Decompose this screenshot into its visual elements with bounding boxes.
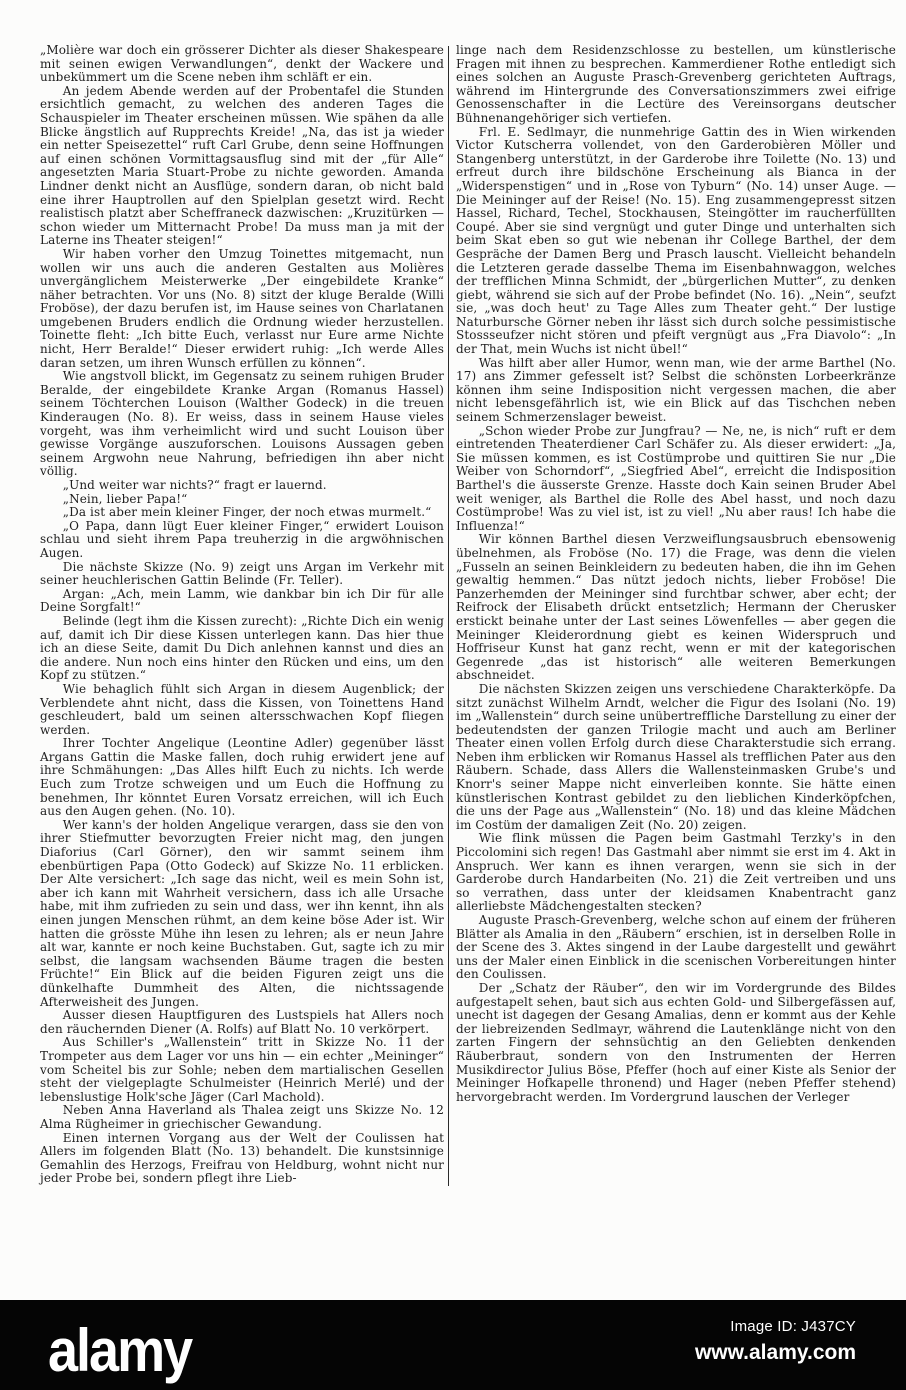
- paragraph: Aus Schiller's „Wallenstein“ tritt in Skizze No. 11 der Trompeter aus dem Lager vor uns hin — ein echter „Meininger“ vom Scheitel bis zur Sohle; neben dem martialischen Gesellen steht der vielgeplagte Schulmeister (Heinrich Merlé) und der lebenslustige Holk'sche Jäger (Carl Machold).: [40, 1035, 444, 1104]
- column-divider-rule: [448, 46, 449, 1186]
- paragraph: linge nach dem Residenzschlosse zu bestellen, um künstlerische Fragen mit ihnen zu besprechen. Kammerdiener Rothe entledigt sich eines solchen an Auguste Prasch-Grevenberg gerichteten Auftrags, während im Hintergrunde des Conversationszimmers zwei eifrige Genossenschafter in die Lectüre des Vereinsorgans deutscher Bühnenangehöriger sich vertiefen.: [456, 43, 896, 125]
- paragraph: Wie flink müssen die Pagen beim Gastmahl Terzky's in den Piccolomini sich regen! Das Gastmahl aber nimmt sie erst im 4. Akt in Anspruch. Wer kann es ihnen verargen, wenn sie sich in der Garderobe durch Handarbeiten (No. 21) die Zeit vertreiben und uns so verrathen, dass unter der kleidsamen Knabentracht ganz allerliebste Mädchengestalten stecken?: [456, 831, 896, 914]
- alamy-meta-block: [695, 1318, 856, 1365]
- alamy-url-text: www.alamy.com: [694, 1341, 856, 1364]
- paragraph: Frl. E. Sedlmayr, die nunmehrige Gattin des in Wien wirkenden Victor Kutscherra vollendet, von den Garderobièren Möller und Stangenberg unterstützt, in der Garderobe ihre Toilette (No. 13) und erfreut durch ihre bildschöne Erscheinung als Bianca in der „Widerspenstigen“ und in „Rose von Tyburn“ (No. 14) unser Auge. — Die Meininger auf der Reise! (No. 15). Eng zusammengepresst sitzen Hassel, Richard, Techel, Stockhausen, Steingötter im raucherfüllten Coupé. Aber sie sind vergnügt und guter Dinge und unterhalten sich beim Skat eben so gut wie nebenan ihr College Barthel, der dem Gespräche der Damen Berg und Prasch lauscht. Vielleicht behandeln die Letzteren gerade dasselbe Thema im Eisenbahnwaggon, welches der trefflichen Minna Schmidt, der „bürgerlichen Mutter“, zu denken giebt, während sie sich auf der Probe befindet (No. 16). „Nein“, seufzt sie, „was doch heut' zu Tage Alles zum Theater geht.“ Der lustige Naturbursche Görner neben ihr lässt sich durch solche pessimistische Stossseufzer nicht stören und pfeift vergnügt aus „Fra Diavolo“: „In der That, mein Wuchs ist nicht übel!“: [456, 124, 896, 357]
- paragraph: Wer kann's der holden Angelique verargen, dass sie den von ihrer Stiefmutter bevorzugten Freier nicht mag, den jungen Diaforius (Carl Görner), den wir sammt seinem ihm ebenbürtigen Papa (Otto Godeck) auf Skizze No. 11 erblicken. Der Alte versichert: „Ich sage das nicht, weil es mein Sohn ist, aber ich kann mit Wahrheit versichern, dass ich alle Ursache habe, mit ihm zufrieden zu sein und dass, wer ihn kennt, ihn als einen jungen Menschen rühmt, an dem keine böse Ader ist. Wir hatten die grösste Mühe ihn lesen zu lehren; als er neun Jahre alt war, kannte er noch keine Buchstaben. Gut, sagte ich zu mir selbst, die langsam wachsenden Bäume tragen die besten Früchte!“ Ein Blick auf die beiden Figuren zeigt uns die dünkelhafte Dummheit des Alten, die nichtssagende Afterweisheit des Jungen.: [40, 817, 444, 1009]
- text-column-left: [40, 44, 444, 1186]
- paragraph: „O Papa, dann lügt Euer kleiner Finger,“ erwidert Louison schlau und sieht ihrem Papa treuherzig in die argwöhnischen Augen.: [40, 518, 444, 560]
- paragraph: „Und weiter war nichts?“ fragt er lauernd.: [62, 478, 327, 492]
- paragraph: Wir können Barthel diesen Verzweiflungsausbruch ebensowenig übelnehmen, als Froböse (No. 17) die Frage, was denn die vielen „Fusseln an seinen Beinkleidern zu bedeuten haben, die ihn im Gehen gewaltig hemmen.“ Das nützt jedoch nichts, lieber Froböse! Die Panzerhemden der Meininger sind furchtbar schwer, aber echt; der Reifrock der Elisabeth drückt entsetzlich; Hermann der Cherusker erstickt beinahe unter der Last seines Löwenfelles — aber gegen die Meininger Kleiderordnung giebt es keinen Widerspruch und Hoffriseur Kunst hat ganz recht, wenn er mit der kategorischen Gegenrede „das ist historisch“ alle weiteren Bemerkungen abschneidet.: [456, 532, 896, 683]
- paragraph: Neben Anna Haverland als Thalea zeigt uns Skizze No. 12 Alma Rügheimer in griechischer Gewandung.: [40, 1103, 444, 1131]
- alamy-logo: alamy: [48, 1317, 192, 1385]
- paragraph: Ausser diesen Hauptfiguren des Lustspiels hat Allers noch den räuchernden Diener (A. Rolfs) auf Blatt No. 10 verkörpert.: [40, 1008, 444, 1036]
- paragraph: „Schon wieder Probe zur Jungfrau? — Ne, ne, is nich“ ruft er dem eintretenden Theaterdiener Carl Schäfer zu. Als dieser erwidert: „Ja, Sie müssen kommen, es ist Costümprobe und quittiren Sie nur „Die Weiber von Schorndorf“, „Siegfried Abel“, erreicht die Indisposition Barthel's die äusserste Grenze. Hasste doch Kain seinen Bruder Abel weit weniger, als Barthel die Rolle des Abel hasst, und noch dazu Costümprobe! Was zu viel ist, ist zu viel! „Nu aber raus! Ich habe die Influenza!“: [456, 423, 896, 533]
- paragraph: Belinde (legt ihm die Kissen zurecht): „Richte Dich ein wenig auf, damit ich Dir diese Kissen unterlegen kann. Das hier thue ich an diese Seite, damit Du Dich anlehnen kannst und dies an die andere. Nun noch eins hinter den Rücken und eins, um den Kopf zu stützen.“: [40, 613, 444, 683]
- paragraph: Wie angstvoll blickt, im Gegensatz zu seinem ruhigen Bruder Beralde, der eingebildete Kranke Argan (Romanus Hassel) seinem Töchterchen Louison (Walther Godeck) in die treuen Kinderaugen (No. 8). Er weiss, dass in seinem Hause vieles vorgeht, was ihm verheimlicht wird und sucht Louison über gewisse Vorgänge auszuforschen. Louisons Aussagen geben seinem Argwohn neue Nahrung, befriedigen ihn aber nicht völlig.: [40, 369, 444, 479]
- paragraph: Einen internen Vorgang aus der Welt der Coulissen hat Allers im folgenden Blatt (No. 13) behandelt. Die kunstsinnige Gemahlin des Herzogs, Freifrau von Heldburg, wohnt nicht nur jeder Probe bei, sondern pflegt ihre Lieb-: [40, 1130, 444, 1186]
- paragraph: Auguste Prasch-Grevenberg, welche schon auf einem der früheren Blätter als Amalia in den „Räubern“ erschien, ist in derselben Rolle in der Scene des 3. Aktes singend in der Laube dargestellt und gewährt uns der Maler einen Einblick in die scenischen Vorbereitungen hinter den Coulissen.: [456, 913, 896, 982]
- paragraph: „Molière war doch ein grösserer Dichter als dieser Shakespeare mit seinen ewigen Verwandlungen“, denkt der Wackere und unbekümmert um die Scene neben ihm schläft er ein.: [40, 43, 444, 85]
- paragraph: Die nächsten Skizzen zeigen uns verschiedene Charakterköpfe. Da sitzt zunächst Wilhelm Arndt, welcher die Figur des Isolani (No. 19) im „Wallenstein“ durch seine unübertreffliche Darstellung zu einer der bedeutendsten der ganzen Trilogie macht und auch am Berliner Theater einen vollen Erfolg durch diese Charakterstudie sich errang. Neben ihm erblicken wir Romanus Hassel als trefflichen Pater aus den Räubern. Schade, dass Allers die Wallensteinmasken Grube's und Knorr's seiner Mappe nicht einverleiben konnte. Sie hätte einen künstlerischen Kontrast gebildet zu den lieblichen Kinderköpfchen, die uns der Page aus „Wallenstein“ (No. 18) und das kleine Mädchen im Costüm der damaligen Zeit (No. 20) zeigen.: [456, 681, 896, 832]
- paragraph: Ihrer Tochter Angelique (Leontine Adler) gegenüber lässt Argans Gattin die Maske fallen, doch ruhig erwidert jene auf ihre Schmähungen: „Das Alles hilft Euch zu nichts. Ich werde Euch zum Trotze schweigen und um Euch die Hoffnung zu benehmen, Ihr könntet Euren Vorsatz erreichen, will ich Euch aus den Augen gehen. (No. 10).: [40, 736, 444, 819]
- paragraph: An jedem Abende werden auf der Probentafel die Stunden ersichtlich gemacht, zu welchen des anderen Tages die Schauspieler im Theater erscheinen müssen. Wie spähen da alle Blicke ängstlich auf Rupprechts Kreide! „Na, das ist ja wieder ein netter Speisezettel“ ruft Carl Grube, denn seine Hoffnungen auf einen schönen Vormittagsausflug sind mit der „für Alle“ angesetzten Maria Stuart-Probe zu nichte geworden. Amanda Lindner denkt nicht an Ausflüge, sondern daran, ob nicht bald eine ihrer Hauptrollen auf den Spielplan gesetzt wird. Recht realistisch platzt aber Scheffraneck dazwischen: „Kruzitürken — schon wieder um Mitternacht Probe! Da muss man ja mit der Laterne ins Theater steigen!“: [40, 83, 444, 248]
- paragraph: Argan: „Ach, mein Lamm, wie dankbar bin ich Dir für alle Deine Sorgfalt!“: [40, 586, 444, 615]
- paragraph: „Nein, lieber Papa!“: [62, 491, 188, 506]
- image-id-text: Image ID: J437CY: [730, 1318, 856, 1335]
- paragraph: Die nächste Skizze (No. 9) zeigt uns Argan im Verkehr mit seiner heuchlerischen Gattin Belinde (Fr. Teller).: [40, 559, 444, 588]
- paragraph: Was hilft aber aller Humor, wenn man, wie der arme Barthel (No. 17) ans Zimmer gefesselt ist? Selbst die schönsten Lorbeerkränze können ihm seine Indisposition nicht vergessen machen, die aber nicht lebensgefährlich ist, wie ein Blick auf das Tischchen neben seinem Schmerzenslager beweist.: [456, 355, 896, 425]
- text-column-right: [456, 44, 896, 1186]
- paragraph: Wie behaglich fühlt sich Argan in diesem Augenblick; der Verblendete ahnt nicht, dass die Kissen, von Toinettens Hand geschleudert, bald um seinen altersschwachen Kopf fliegen werden.: [40, 681, 444, 737]
- paragraph: Wir haben vorher den Umzug Toinettes mitgemacht, nun wollen wir uns auch die anderen Gestalten aus Molières unvergänglichem Meisterwerke „Der eingebildete Kranke“ näher betrachten. Vor uns (No. 8) sitzt der kluge Beralde (Willi Froböse), der dazu berufen ist, im Hause seines von Charlatanen umgebenen Bruders endlich die Ordnung wieder herzustellen. Toinette fleht: „Ich bitte Euch, verlasst nur Eure arme Nichte nicht, Herr Beralde!“ Dieser erwidert ruhig: „Ich werde Alles daran setzen, um ihren Wunsch erfüllen zu können“.: [40, 246, 444, 370]
- paragraph: Der „Schatz der Räuber“, den wir im Vordergrunde des Bildes aufgestapelt sehen, baut sich aus echten Gold- und Silbergefässen auf, unecht ist dagegen der Gesang Amalias, denn er kommt aus der Kehle der liebreizenden Sedlmayr, während die Lautenklänge nicht von den zarten Fingern der sehnsüchtig an den Geliebten denkenden Räuberbraut, sondern von den Instrumenten der Herren Musikdirector Julius Böse, Pfeffer (hoch auf einer Kiste als Senior der Meininger Hofkapelle thronend) und Hager (neben Pfeffer stehend) hervorgebracht werden. Im Vordergrund lauschen der Verleger: [456, 980, 896, 1104]
- paragraph: „Da ist aber mein kleiner Finger, der noch etwas murmelt.“: [62, 505, 432, 520]
- alamy-watermark-bar: [0, 1300, 906, 1390]
